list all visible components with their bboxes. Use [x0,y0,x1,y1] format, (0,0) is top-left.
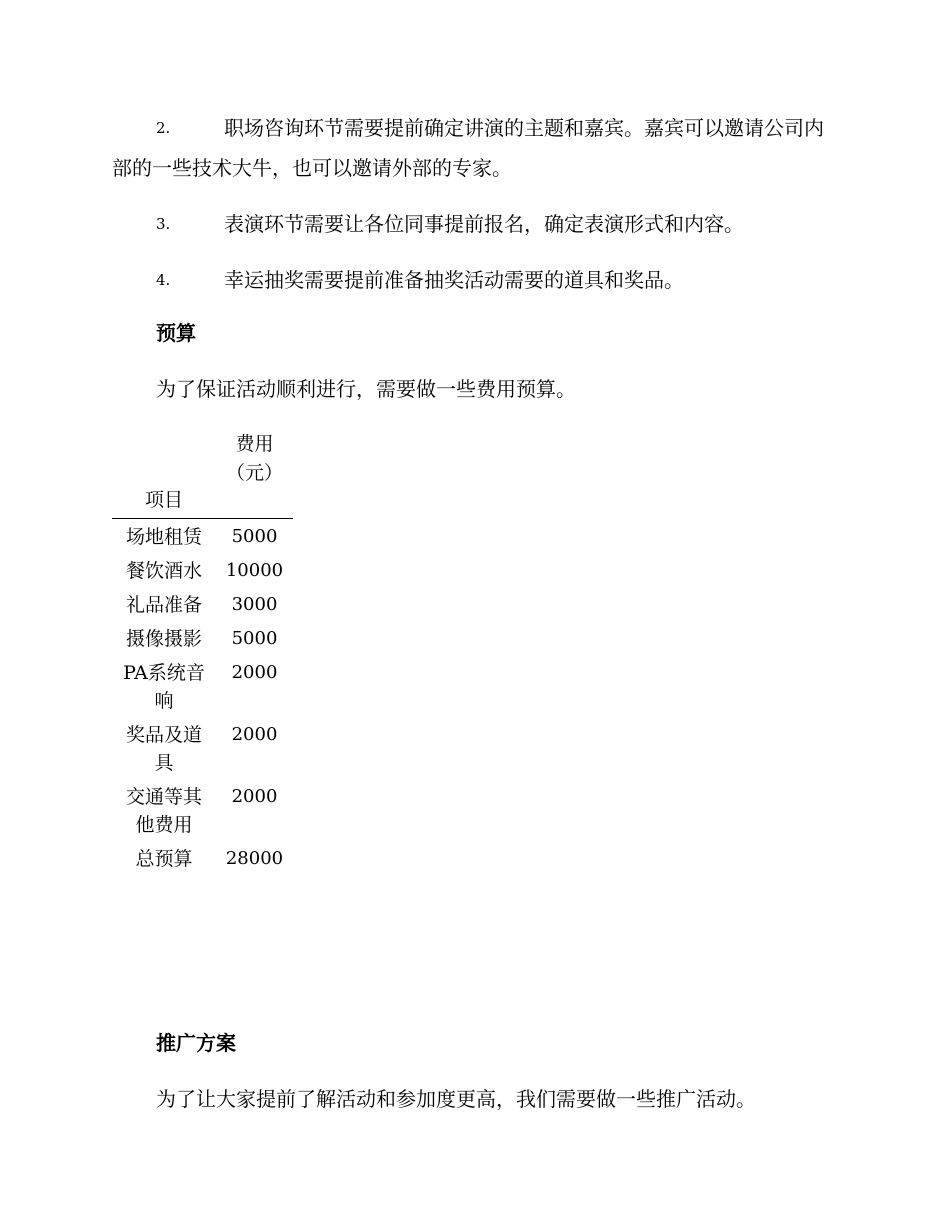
cell-item: 礼品准备 [125,594,202,616]
table-row-total [112,845,293,873]
column-header-cost: 费用（元） [225,433,283,484]
table-row [112,659,293,715]
table-row [112,721,293,777]
table-body [112,519,293,873]
section-heading-promotion: 推广方案 [156,1031,236,1055]
section-heading-budget: 预算 [156,321,196,345]
cell-cost: 2000 [231,786,278,807]
column-header-item: 项目 [144,489,183,511]
budget-intro-paragraph: 为了保证活动顺利进行，需要做一些费用预算。 [156,377,576,401]
cell-item: 摄像摄影 [125,628,202,650]
list-number: 3. [156,215,171,233]
list-text: 职场咨询环节需要提前确定讲演的主题和嘉宾。嘉宾可以邀请公司内部的一些技术大牛，也可以邀请外部的专家。 [112,116,824,180]
promotion-intro-paragraph: 为了让大家提前了解活动和参加度更高，我们需要做一些推广活动。 [156,1087,756,1111]
table-row [112,557,293,585]
cell-cost: 5000 [231,628,278,649]
cell-cost: 5000 [231,526,278,547]
list-item [112,108,836,188]
cell-item: 奖品及道具 [125,724,202,774]
cell-item: 场地租赁 [125,526,202,548]
list-item [112,260,836,300]
list-text: 表演环节需要让各位同事提前报名，确定表演形式和内容。 [224,212,744,236]
cell-cost: 28000 [225,848,284,869]
list-number: 2. [156,119,171,137]
table-row [112,783,293,839]
table-header [112,430,293,519]
cell-item: 总预算 [135,848,193,870]
table-row [112,625,293,653]
list-number: 4. [156,271,171,289]
list-item [112,204,836,244]
cell-cost: 10000 [225,560,284,581]
budget-table [112,430,293,879]
table-row [112,591,293,619]
cell-item: PA系统音响 [123,662,205,712]
cell-cost: 2000 [231,724,278,745]
cell-cost: 3000 [231,594,278,615]
cell-item: 餐饮酒水 [125,560,202,582]
cell-cost: 2000 [231,662,278,683]
table-row [112,523,293,551]
list-text: 幸运抽奖需要提前准备抽奖活动需要的道具和奖品。 [224,268,684,292]
cell-item: 交通等其他费用 [125,786,202,836]
